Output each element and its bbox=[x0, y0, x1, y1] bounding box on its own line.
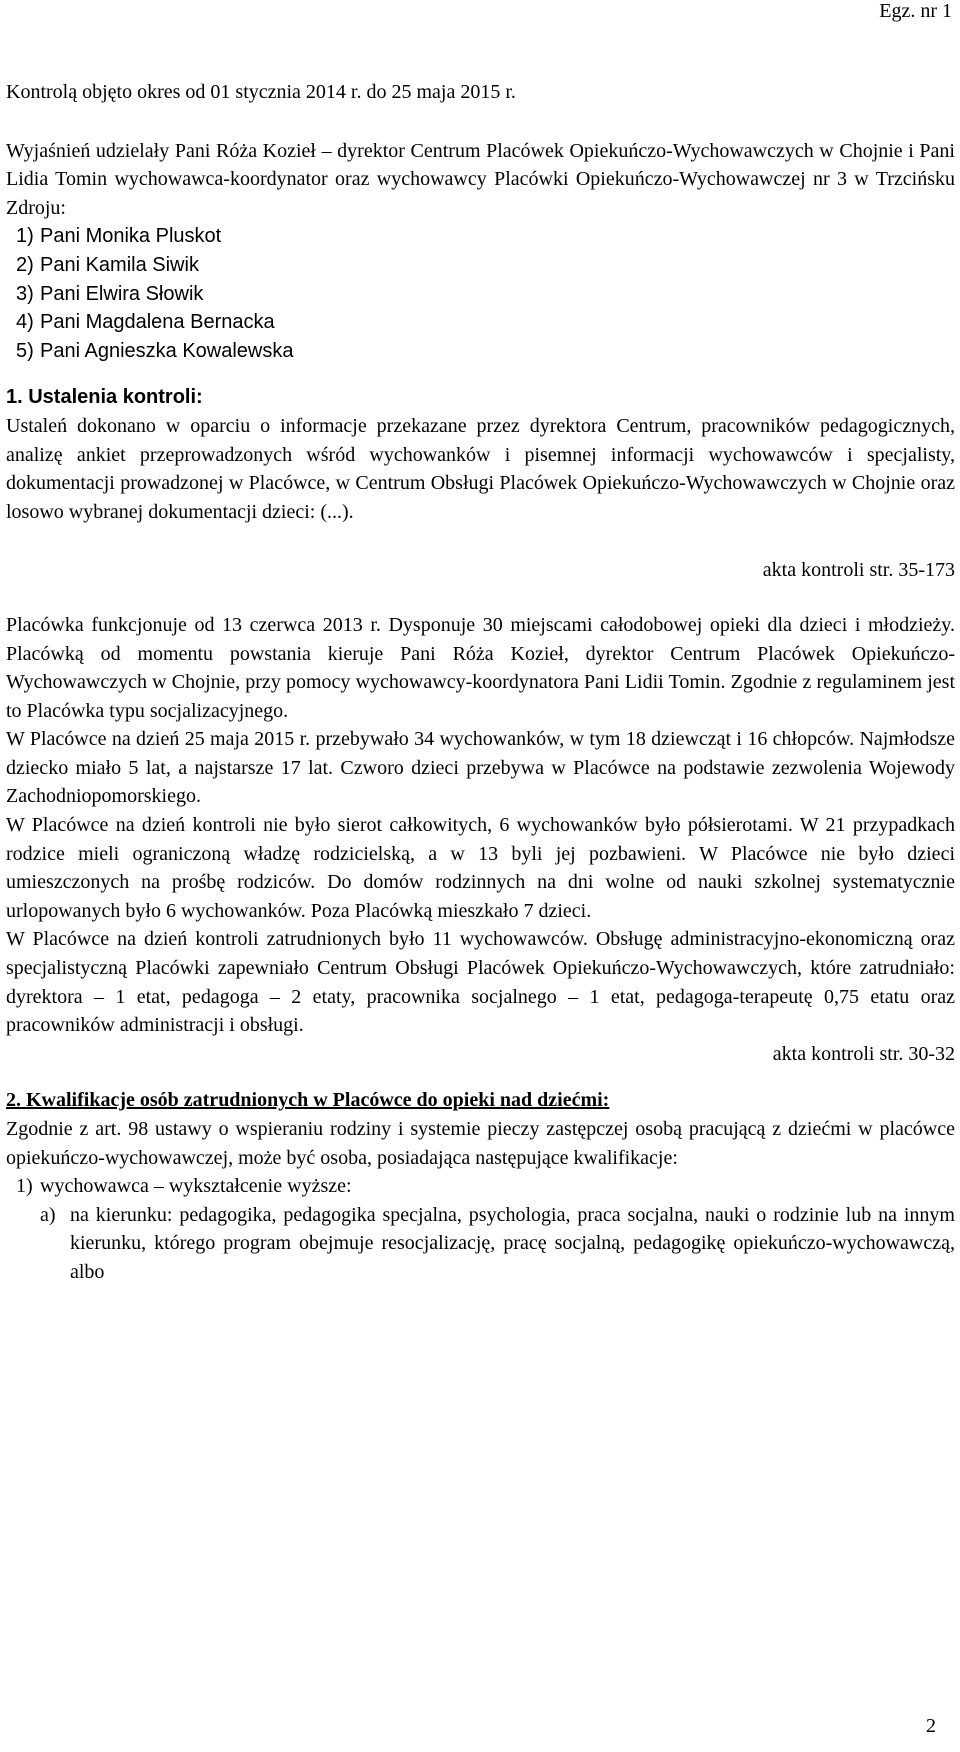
list-item: 1) Pani Monika Pluskot bbox=[16, 225, 222, 248]
residents-paragraph: W Placówce na dzień 25 maja 2015 r. przebywało 34 wychowanków, w tym 18 dziewcząt i 16 chłopców. Najmłodsze dziecko miało 5 lat, a najstarsze 17 lat. Czworo dzieci przebywa w Placówce na podstawie zezwolenia Wojewody Zachodniopomorskiego. bbox=[6, 728, 955, 808]
educators-list bbox=[6, 222, 955, 365]
list-item: 2) Pani Kamila Siwik bbox=[16, 253, 199, 276]
list-item: 1) wychowawca – wykształcenie wyższe: bbox=[16, 1175, 352, 1198]
section-2-heading: 2. Kwalifikacje osób zatrudnionych w Placówce do opieki nad dziećmi: bbox=[6, 1089, 610, 1112]
list-item: a) na kierunku: pedagogika, pedagogika specjalna, psychologia, praca socjalna, nauki o rodzinie lub na innym kierunku, którego program obejmuje resocjalizację, pracę socjalną, pedagogikę opiekuńczo-wychowawczą, albo bbox=[40, 1203, 955, 1283]
files-reference: akta kontroli str. 30-32 bbox=[772, 1042, 955, 1065]
qualifications-list bbox=[6, 1172, 955, 1201]
orphans-paragraph: W Placówce na dzień kontroli nie było sierot całkowitych, 6 wychowanków było półsierotami. W 21 przypadkach rodzice mieli ograniczoną władzę rodzicielską, a w 13 byli jej pozbawieni. W Placówce nie było dzieci umieszczonych na prośbę rodziców. Do domów rodzinnych na dni wolne od nauki szkolnej systematycznie urlopowanych było 6 wychowanków. Poza Placówką mieszkało 7 dzieci. bbox=[6, 814, 955, 922]
section-1-heading: 1. Ustalenia kontroli: bbox=[6, 386, 203, 409]
explanations-paragraph: Wyjaśnień udzielały Pani Róża Kozieł – dyrektor Centrum Placówek Opiekuńczo-Wychowawczych w Chojnie i Pani Lidia Tomin wychowawca-koordynator oraz wychowawcy Placówki Opiekuńczo-Wychowawczej nr 3 w Trzcińsku Zdroju: bbox=[6, 139, 955, 219]
document-body bbox=[6, 78, 955, 1287]
findings-paragraph: Ustaleń dokonano w oparciu o informacje przekazane przez dyrektora Centrum, pracowników pedagogicznych, analizę ankiet przeprowadzonych wśród wychowanków i pisemnej informacji wychowawców i specjalisty, dokumentacji prowadzonej w Placówce, w Centrum Obsługi Placówek Opiekuńczo-Wychowawczych w Chojnie oraz losowo wybranej dokumentacji dzieci: (...). bbox=[6, 414, 955, 523]
files-reference: akta kontroli str. 35-173 bbox=[762, 559, 955, 582]
list-item: 3) Pani Elwira Słowik bbox=[16, 282, 204, 305]
staff-paragraph: W Placówce na dzień kontroli zatrudnionych było 11 wychowawców. Obsługę administracyjno-ekonomiczną oraz specjalistyczną Placówki zapewniało Centrum Obsługi Placówek Opiekuńczo-Wychowawczych, które zatrudniało: dyrektora – 1 etat, pedagoga – 2 etaty, pracownika socjalnego – 1 etat, pedagoga-terapeutę 0,75 etatu oraz pracowników administracji i obsługi. bbox=[6, 928, 955, 1037]
control-period-paragraph: Kontrolą objęto okres od 01 stycznia 2014 r. do 25 maja 2015 r. bbox=[6, 81, 516, 103]
list-item: 5) Pani Agnieszka Kowalewska bbox=[16, 339, 294, 362]
qualifications-paragraph: Zgodnie z art. 98 ustawy o wspieraniu rodziny i systemie pieczy zastępczej osobą pracującą z dziećmi w placówce opiekuńczo-wychowawczej, może być osoba, posiadająca następujące kwalifikacje: bbox=[6, 1118, 955, 1169]
copy-number-label: Egz. nr 1 bbox=[879, 0, 952, 22]
page-number: 2 bbox=[926, 1715, 936, 1737]
list-item: 4) Pani Magdalena Bernacka bbox=[16, 311, 275, 334]
facility-paragraph: Placówka funkcjonuje od 13 czerwca 2013 r. Dysponuje 30 miejscami całodobowej opieki dla dzieci i młodzieży. Placówką od momentu powstania kieruje Pani Róża Kozieł, dyrektor Centrum Placówek Opiekuńczo-Wychowawczych w Chojnie, przy pomocy wychowawcy-koordynatora Pani Lidii Tomin. Zgodnie z regulaminem jest to Placówka typu socjalizacyjnego. bbox=[6, 613, 955, 722]
